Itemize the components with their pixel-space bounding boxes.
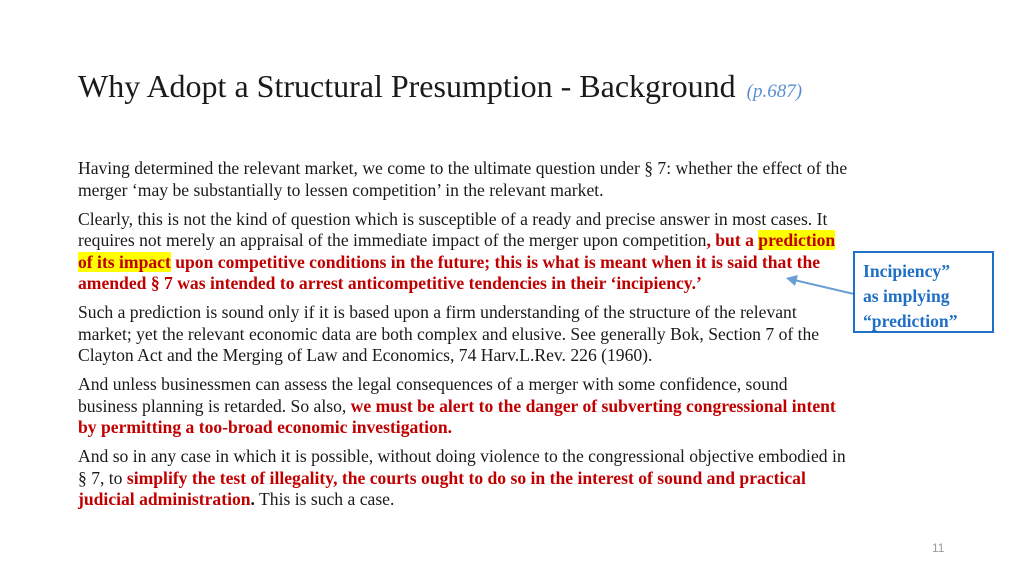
callout-line: “prediction” bbox=[863, 311, 958, 331]
emphasis-segment: upon competitive conditions in the future; this is what is meant when it is said that the amended § 7 was intended to arrest anticompetitive tendencies in their ‘incipiency.’ bbox=[78, 251, 821, 293]
slide-title bbox=[78, 66, 802, 112]
paragraph-3 bbox=[78, 302, 848, 367]
text-segment: Having determined the relevant market, we come to the ultimate question under § 7: whether the effect of the merger ‘may be substantially to lessen competition’ in the relevant market. bbox=[78, 158, 848, 200]
arrow-head bbox=[786, 275, 798, 286]
emphasis-segment: simplify the test of illegality, the courts ought to do so in the interest of sound and practical judicial administration bbox=[78, 467, 806, 509]
bold-period: . bbox=[250, 489, 255, 509]
page-number: 11 bbox=[932, 541, 945, 555]
page-reference: (p.687) bbox=[746, 81, 803, 102]
text-segment: Such a prediction is sound only if it is based upon a firm understanding of the structure of the relevant market; yet the relevant economic data are both complex and elusive. See generally Bok, Section 7 of the Clayton Act and the Merging of Law and Economics, 74 Harv.L.Rev. 226 (1960). bbox=[78, 302, 820, 365]
callout-box bbox=[853, 251, 994, 333]
emphasis-segment: , but a bbox=[706, 230, 759, 250]
text-segment: And unless businessmen can assess the legal consequences of a merger with some confidence, sound business planning is retarded. So also, bbox=[78, 374, 788, 416]
text-segment: Clearly, this is not the kind of question which is susceptible of a ready and precise answer in most cases. It requires not merely an appraisal of the immediate impact of the merger upon competition bbox=[78, 208, 828, 250]
paragraph-2 bbox=[78, 209, 848, 295]
paragraph-5 bbox=[78, 446, 848, 511]
callout-arrow bbox=[780, 270, 860, 300]
arrow-line bbox=[794, 280, 854, 294]
paragraph-4 bbox=[78, 374, 848, 439]
quote-body bbox=[78, 158, 848, 518]
emphasis-segment: we must be alert to the danger of subverting congressional intent by permitting a too-broad economic investigation. bbox=[78, 395, 836, 437]
paragraph-1 bbox=[78, 158, 848, 201]
callout-line: as implying bbox=[863, 286, 950, 306]
text-segment: And so in any case in which it is possible, without doing violence to the congressional objective embodied in § 7, to bbox=[78, 446, 846, 488]
title-text: Why Adopt a Structural Presumption - Background bbox=[78, 68, 736, 104]
highlighted-phrase: prediction of its impact bbox=[78, 230, 836, 272]
text-segment: This is such a case. bbox=[254, 489, 395, 509]
callout-line: Incipiency” bbox=[863, 261, 950, 281]
